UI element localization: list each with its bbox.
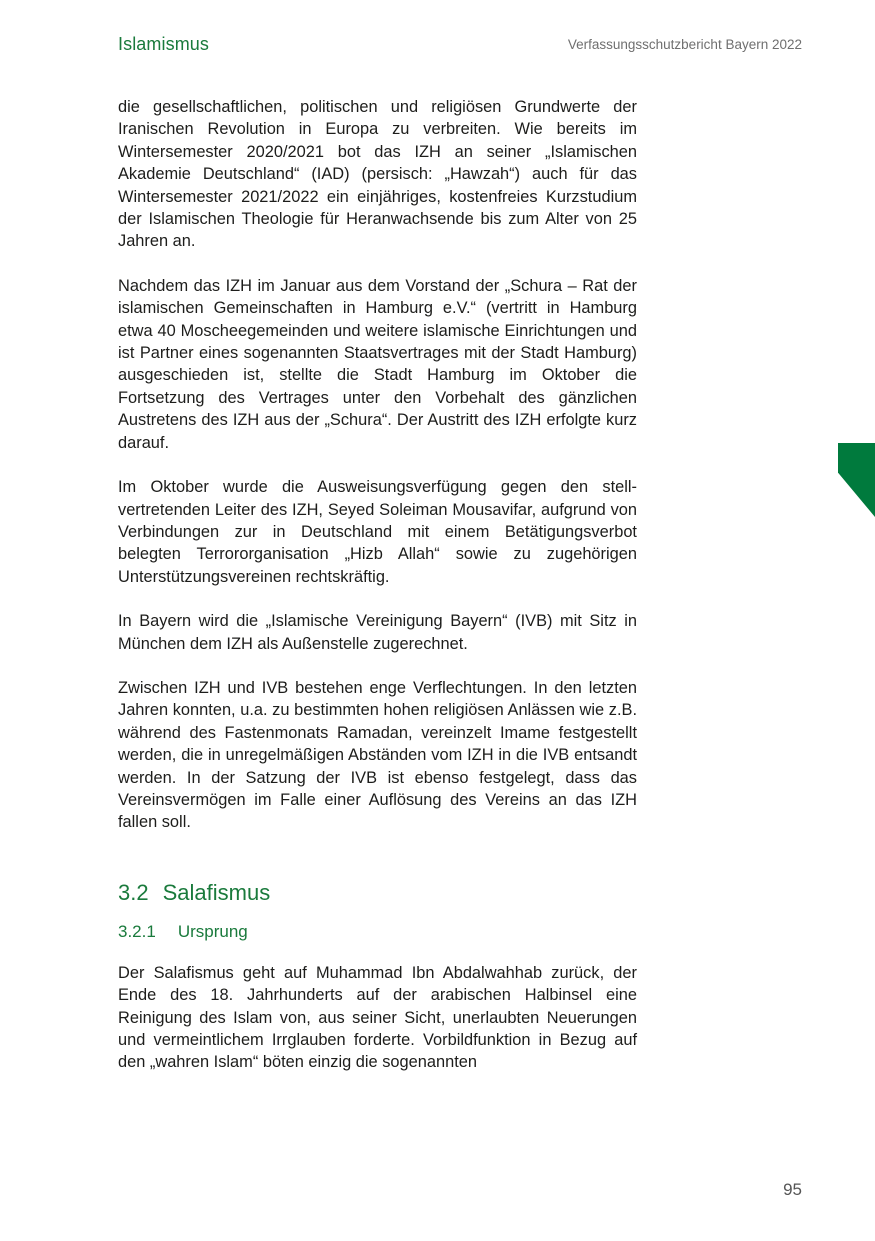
subsection-heading <box>118 920 637 944</box>
section-heading <box>118 878 637 908</box>
body-paragraph: In Bayern wird die „Islamische Vereinigung Bayern“ (IVB) mit Sitz in München dem IZH als Außenstelle zugerechnet. <box>118 612 637 653</box>
body-paragraph: Im Oktober wurde die Ausweisungsverfügung gegen den stellvertretenden Leiter des IZH, Seyed Soleiman Mousavifar, aufgrund von Verbindungen zur in Deutschland mit einem Betätigungsverbot belegten Terrororganisation „Hizb Allah“ sowie zu zugehörigen Unterstützungsvereinen rechtskräftig. <box>118 478 637 586</box>
running-header-section: Islamismus <box>118 34 210 54</box>
section-number: 3.2 <box>118 879 149 905</box>
body-paragraph: Zwischen IZH und IVB bestehen enge Verflechtungen. In den letzten Jahren konnten, u.a. zu bestimmten hohen religiösen Anlässen wie z.B. während des Fastenmonats Ramadan, vereinzelt Imame festgestellt werden, die in unregelmäßigen Abständen vom IZH in die IVB entsandt werden. In der Satzung der IVB ist ebenso festgelegt, dass das Vereinsvermögen im Falle einer Auflösung des Vereins an das IZH fallen soll. <box>118 678 637 832</box>
subsection-number: 3.2.1 <box>118 921 156 941</box>
page-body <box>118 96 637 1096</box>
running-header-publication: Verfassungsschutzbericht Bayern 2022 <box>567 37 802 52</box>
page-number: 95 <box>783 1180 802 1199</box>
body-paragraph: die gesellschaftlichen, politischen und religiösen Grundwerte der Iranischen Revolution in Europa zu verbreiten. Wie bereits im Wintersemester 2020/2021 bot das IZH an seiner „Islamischen Akademie Deutschland“ (IAD) (persisch: „Hawzah“) auch für das Wintersemester 2021/2022 ein einjähriges, kostenfreies Kurzstudium der Islamischen Theologie für Heranwachsende bis zum Alter von 25 Jahren an. <box>118 98 637 251</box>
body-paragraph: Nachdem das IZH im Januar aus dem Vorstand der „Schura – Rat der islamischen Gemeinschaften in Hamburg e.V.“ (vertritt in Hamburg etwa 40 Moscheegemeinden und weitere islamische Einrichtungen und ist Partner eines sogenannten Staatsvertrages mit der Stadt Hamburg) ausgeschieden ist, stellte die Stadt Hamburg im Oktober die Fortsetzung des Vertrages unter den Vorbehalt des gänzlichen Austretens des IZH aus der „Schura“. Der Austritt des IZH erfolgte kurz darauf. <box>118 276 637 452</box>
chapter-thumb-tab <box>838 443 875 517</box>
subsection-title-text: Ursprung <box>177 921 248 941</box>
section-title-text: Salafismus <box>162 879 271 905</box>
body-paragraph: Der Salafismus geht auf Muhammad Ibn Abdalwahhab zurück, der Ende des 18. Jahrhunderts auf der arabischen Halbinsel eine Reinigung des Islam von, aus seiner Sicht, unerlaubten Neuerungen und vermeintlichem Irrglauben forderte. Vorbildfunktion in Bezug auf den „wahren Islam“ böten einzig die sogenannten <box>118 963 637 1072</box>
